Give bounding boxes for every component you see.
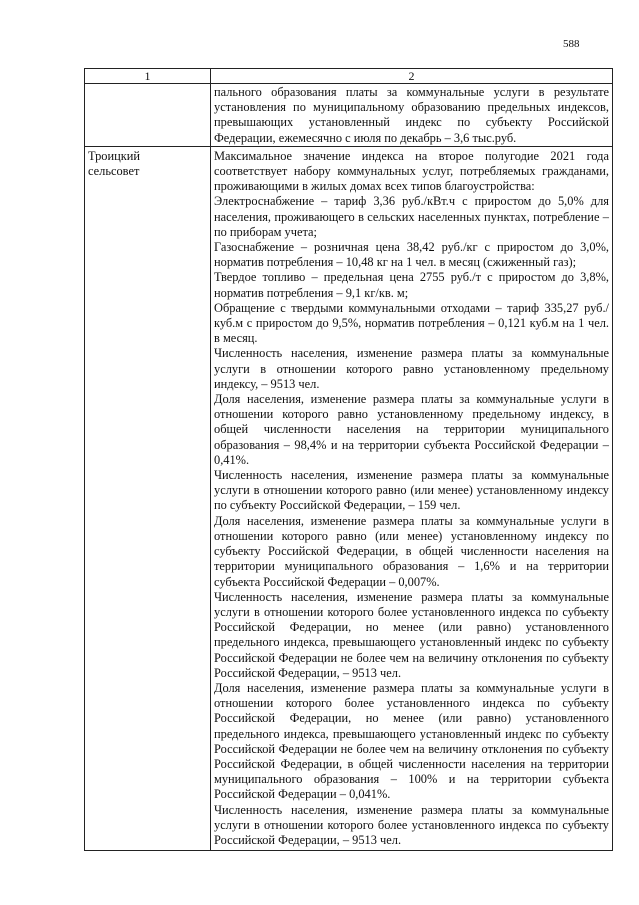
paragraph-population-equal-limit: Численность населения, изменение размера платы за коммунальные услуги в отношении которого равно установленному предельному индексу, – 9513 чел. [214,346,609,391]
continuation-col2 [211,84,613,147]
column-header-2: 2 [211,69,613,84]
region-details-cell [211,146,613,850]
paragraph-gas: Газоснабжение – розничная цена 38,42 руб./кг с приростом до 3,0%, норматив потребления – 10,48 кг на 1 чел. в месяц (сжиженный газ); [214,240,609,270]
paragraph-share-below-index: Доля населения, изменение размера платы за коммунальные услуги в отношении которого равно (или менее) установленному индексу по субъекту Российской Федерации, в общей численности населения на территории муниципального образования – 1,6% и на территории субъекта Российской Федерации – 0,007%. [214,513,609,589]
region-name-line1: Троицкий [88,148,141,163]
data-table [84,68,613,851]
paragraph-index-intro: Максимальное значение индекса на второе полугодие 2021 года соответствует набору коммунальных услуг, потребляемых гражданами, проживающими в жилых домах всех типов благоустройства: [214,148,609,194]
region-name-line2: сельсовет [88,164,140,179]
paragraph-population-below-index: Численность населения, изменение размера платы за коммунальные услуги в отношении которого равно (или менее) установленному индексу по субъекту Российской Федерации, – 159 чел. [214,468,609,513]
paragraph-solid-fuel: Твердое топливо – предельная цена 2755 руб./т с приростом до 3,8%, норматив потребления – 9,1 кг/кв. м; [214,270,609,300]
paragraph-population-more-than-index: Численность населения, изменение размера платы за коммунальные услуги в отношении которого более установленного индекса по субъекту Российской Федерации, – 9513 чел. [214,802,609,847]
paragraph-electricity: Электроснабжение – тариф 3,36 руб./кВт.ч с приростом до 5,0% для населения, проживающего в сельских населенных пунктах, потребление – по приборам учета; [214,194,609,239]
page-number: 588 [563,38,580,50]
table-row-troitsky [85,146,613,850]
paragraph-waste: Обращение с твердыми коммунальными отходами – тариф 335,27 руб./куб.м с приростом до 9,5%, норматив потребления – 0,121 куб.м на 1 чел. в месяц. [214,300,609,346]
continuation-col1 [85,84,211,147]
paragraph-share-equal-limit: Доля населения, изменение размера платы за коммунальные услуги в отношении которого равно установленному предельному индексу, в общей численности населения на территории муниципального образования – 98,4% и на территории субъекта Российской Федерации – 0,41%. [214,392,609,467]
paragraph-share-above-index: Доля населения, изменение размера платы за коммунальные услуги в отношении которого более установленного индекса по субъекту Российской Федерации, но менее (или равно) установленного предельного индекса, превышающего установленный индекс по субъекту Российской Федерации не более чем на величину отклонения по субъекту Российской Федерации, в общей численности населения на территории муниципального образования – 100% и на территории субъекта Российской Федерации – 0,041%. [214,680,609,802]
table-row-continuation [85,84,613,147]
column-header-1: 1 [85,69,211,84]
continuation-text: пального образования платы за коммунальные услуги в результате установления по муниципальному образованию предельных индексов, превышающих установленный индекс по субъекту Российской Федерации, ежемесячно с июля по декабрь – 3,6 тыс.руб. [214,85,609,145]
region-name-cell [85,146,211,850]
table-header-row [85,69,613,84]
paragraph-population-above-index: Численность населения, изменение размера платы за коммунальные услуги в отношении которого более установленного индекса по субъекту Российской Федерации, но менее (или равно) установленного предельного индекса, превышающего установленный индекс по субъекту Российской Федерации не более чем на величину отклонения по субъекту Российской Федерации, – 9513 чел. [214,589,609,680]
